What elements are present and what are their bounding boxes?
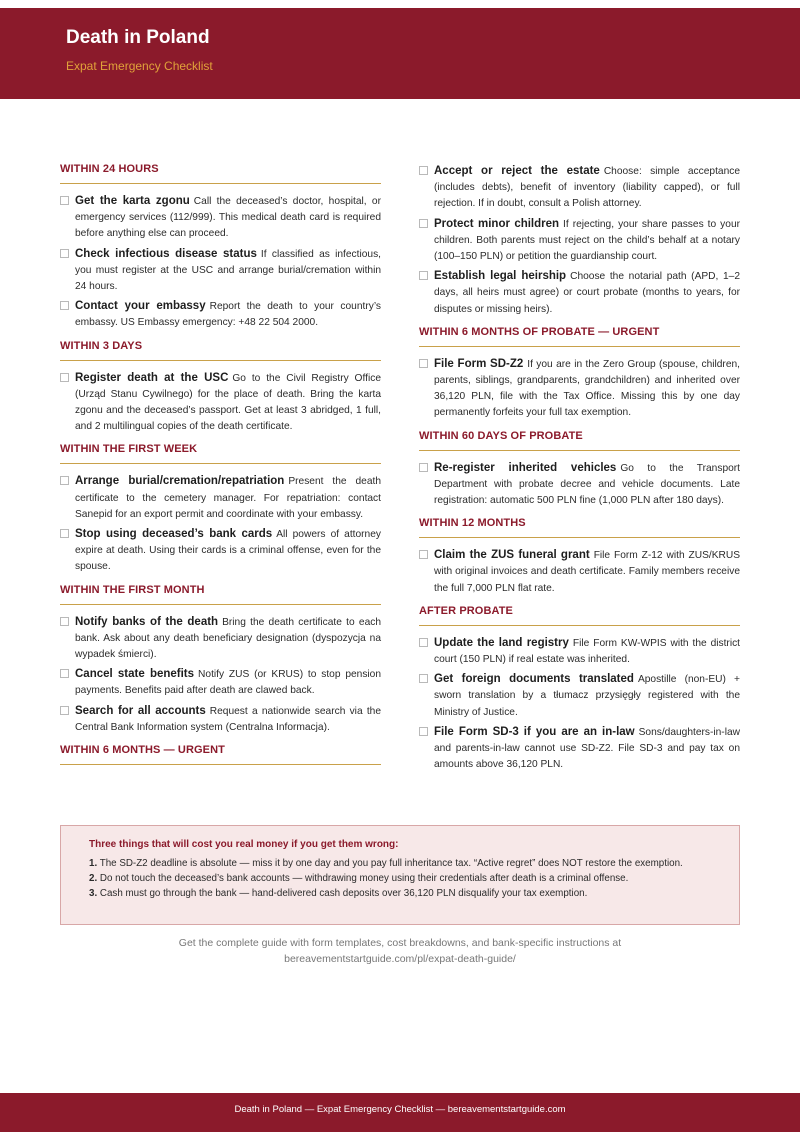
page-title: Death in Poland [66, 27, 210, 48]
checkbox[interactable] [60, 249, 69, 258]
section-title: WITHIN THE FIRST WEEK [60, 443, 381, 464]
checkbox[interactable] [60, 196, 69, 205]
item-description: Report the death to your country’s embassy. US Embassy emergency: +48 22 504 2000. [75, 301, 381, 329]
checklist-item [419, 216, 740, 266]
checkbox[interactable] [60, 529, 69, 538]
item-title: Check infectious disease status [75, 247, 257, 260]
item-description: Notify ZUS (or KRUS) to stop pension payments. Benefits paid after death are clawed back. [75, 669, 382, 697]
checklist-item [419, 724, 740, 774]
checklist-section [60, 744, 381, 765]
right-column [419, 163, 740, 781]
item-title: Contact your embassy [75, 300, 206, 313]
checklist-section [419, 163, 740, 318]
checklist-item [419, 163, 740, 213]
checkbox[interactable] [419, 638, 428, 647]
section-title: WITHIN 60 DAYS OF PROBATE [419, 430, 740, 451]
item-title: Accept or reject the estate [434, 165, 600, 177]
section-title: WITHIN 6 MONTHS OF PROBATE — URGENT [419, 326, 740, 347]
checkbox[interactable] [419, 463, 428, 472]
checklist-section [419, 517, 740, 597]
page-header [0, 8, 800, 99]
checkbox[interactable] [419, 359, 428, 368]
warning-text: The SD-Z2 deadline is absolute — miss it by one day and you pay full inheritance tax. “Active regret” does NOT restore the exemption. [99, 858, 683, 869]
checklist-item [60, 298, 381, 331]
item-title: Get the karta zgonu [75, 195, 190, 207]
item-title: Establish legal heirship [434, 270, 567, 283]
item-title: Claim the ZUS funeral grant [434, 549, 590, 562]
item-title: Arrange burial/cremation/repatriation [75, 475, 285, 488]
section-title: WITHIN THE FIRST MONTH [60, 584, 381, 605]
item-title: File Form SD-Z2 [434, 357, 524, 370]
warning-number: 1. [89, 858, 98, 869]
checklist-section [60, 163, 381, 332]
item-description: Sons/daughters-in-law and parents-in-law cannot use SD-Z2. File SD-3 and pay tax on amounts above 36,120 PLN. [434, 726, 740, 771]
checkbox[interactable] [419, 550, 428, 559]
cta-link[interactable]: bereavementstartguide.com/pl/expat-death-guide/ [284, 953, 516, 965]
item-description: Go to the Civil Registry Office (Urząd Stanu Cywilnego) for the place of death. Bring the karta zgonu and the deceased’s passport. Get at least 3 abridged, 1 full, and 2 multilingual copies of the death certificate. [75, 372, 381, 433]
checkbox[interactable] [419, 219, 428, 228]
item-description: All powers of attorney expire at death. Using their cards is a criminal offense, even for the spouse. [75, 529, 381, 573]
checkbox[interactable] [60, 669, 69, 678]
checklist-item [60, 666, 381, 699]
checklist-section [60, 443, 381, 575]
section-title: WITHIN 6 MONTHS — URGENT [60, 744, 381, 765]
checklist-section [60, 584, 381, 736]
checkbox[interactable] [60, 301, 69, 310]
item-title: Cancel state benefits [75, 668, 195, 681]
checklist-section [419, 326, 740, 422]
warning-title: Three things that will cost you real money if you get them wrong: [89, 839, 399, 850]
checkbox[interactable] [419, 727, 428, 736]
checkbox[interactable] [419, 166, 428, 175]
item-title: Update the land registry [434, 636, 569, 649]
item-title: Stop using deceased’s bank cards [75, 528, 273, 541]
page-subtitle: Expat Emergency Checklist [66, 59, 213, 73]
warning-item [89, 871, 711, 886]
checklist-section [60, 340, 381, 436]
checklist-item [419, 635, 740, 668]
checklist-section [419, 605, 740, 774]
item-title: Notify banks of the death [75, 615, 219, 628]
warning-text: Cash must go through the bank — hand-delivered cash deposits over 36,120 PLN disqualify your tax exemption. [99, 888, 588, 899]
footer-text: Death in Poland — Expat Emergency Checklist — bereavementstartguide.com [234, 1104, 566, 1115]
item-title: Protect minor children [434, 217, 560, 230]
checklist-item [419, 356, 740, 422]
checklist-item [60, 614, 381, 664]
warning-item [89, 856, 711, 871]
checkbox[interactable] [60, 373, 69, 382]
item-description: If you are in the Zero Group (spouse, children, parents, siblings, grandparents, grandchildren) and inherited over 36,120 PLN, file with the Tax Office. Missing this by one day permanently forfeits your full tax exemption. [434, 358, 740, 419]
item-description: Go to the Transport Department with probate decree and vehicle documents. Late registration: automatic 500 PLN fine (1,000 PLN after 180 days). [434, 462, 740, 507]
item-description: Call the deceased’s doctor, hospital, or emergency services (112/999). This medical death card is required before anything else can proceed. [75, 196, 381, 240]
checklist-item [60, 473, 381, 523]
section-title: AFTER PROBATE [419, 605, 740, 626]
section-title: WITHIN 3 DAYS [60, 340, 381, 361]
item-description: Bring the death certificate to each bank. Ask about any death beneficiary designation (dyspozycja na wypadek śmierci). [75, 616, 382, 661]
item-description: File Form KW-WPIS with the district court (150 PLN) if real estate was inherited. [434, 637, 741, 666]
cta-line: Get the complete guide with form templates, cost breakdowns, and bank-specific instructions at [178, 937, 622, 949]
checklist-section [419, 430, 740, 510]
item-description: Present the death certificate to the cemetery manager. For repatriation: contact Sanepid for an export permit and coordinate with your embassy. [75, 476, 381, 520]
item-title: Re-register inherited vehicles [434, 461, 617, 474]
checklist-item [60, 193, 381, 243]
warning-number: 3. [89, 888, 98, 899]
checkbox[interactable] [419, 271, 428, 280]
item-description: Apostille (non-EU) + sworn translation by a tłumacz przysięgły registered with the Ministry of Justice. [434, 674, 740, 718]
warning-number: 2. [89, 873, 98, 884]
item-description: Choose the notarial path (APD, 1–2 days, all heirs must agree) or court probate (months to years, for disputes or missing heirs). [434, 271, 740, 315]
checkbox[interactable] [60, 476, 69, 485]
page-footer [0, 1093, 800, 1132]
warning-text: Do not touch the deceased’s bank accounts — withdrawing money using their credentials after death is a criminal offense. [99, 873, 629, 884]
cta-text [100, 935, 700, 967]
section-title: WITHIN 12 MONTHS [419, 517, 740, 538]
warning-item [89, 886, 711, 901]
checklist-item [60, 370, 381, 436]
item-description: File Form Z-12 with ZUS/KRUS with original invoices and death certificate. Family members receive the full 7,000 PLN flat rate. [434, 550, 741, 594]
checklist-item [419, 671, 740, 721]
left-column [60, 163, 381, 774]
item-description: Choose: simple acceptance (includes debts), benefit of inventory (liability capped), or full rejection. If in doubt, consult a Polish attorney. [434, 166, 740, 210]
checklist-item [60, 246, 381, 296]
item-description: Request a nationwide search via the Central Bank Information system (Centralna Informacja). [75, 705, 382, 733]
top-strip [0, 0, 800, 8]
warning-box [60, 825, 740, 925]
checklist-item [419, 268, 740, 318]
item-description: If rejecting, your share passes to your children. Both parents must reject on the child’s behalf at a notary (100–150 PLN) or petition the guardianship court. [434, 218, 740, 263]
item-title: File Form SD-3 if you are an in-law [434, 725, 635, 738]
section-title: WITHIN 24 HOURS [60, 163, 381, 184]
checkbox[interactable] [60, 617, 69, 626]
item-title: Register death at the USC [75, 371, 229, 384]
item-title: Get foreign documents translated [434, 673, 634, 686]
checklist-item [60, 526, 381, 576]
checkbox[interactable] [60, 706, 69, 715]
item-title: Search for all accounts [75, 704, 206, 717]
checkbox[interactable] [419, 674, 428, 683]
checklist-item [419, 547, 740, 597]
checklist-item [419, 460, 740, 510]
item-description: If classified as infectious, you must register at the USC and arrange burial/cremation within 24 hours. [75, 248, 381, 293]
checklist-item [60, 703, 381, 736]
